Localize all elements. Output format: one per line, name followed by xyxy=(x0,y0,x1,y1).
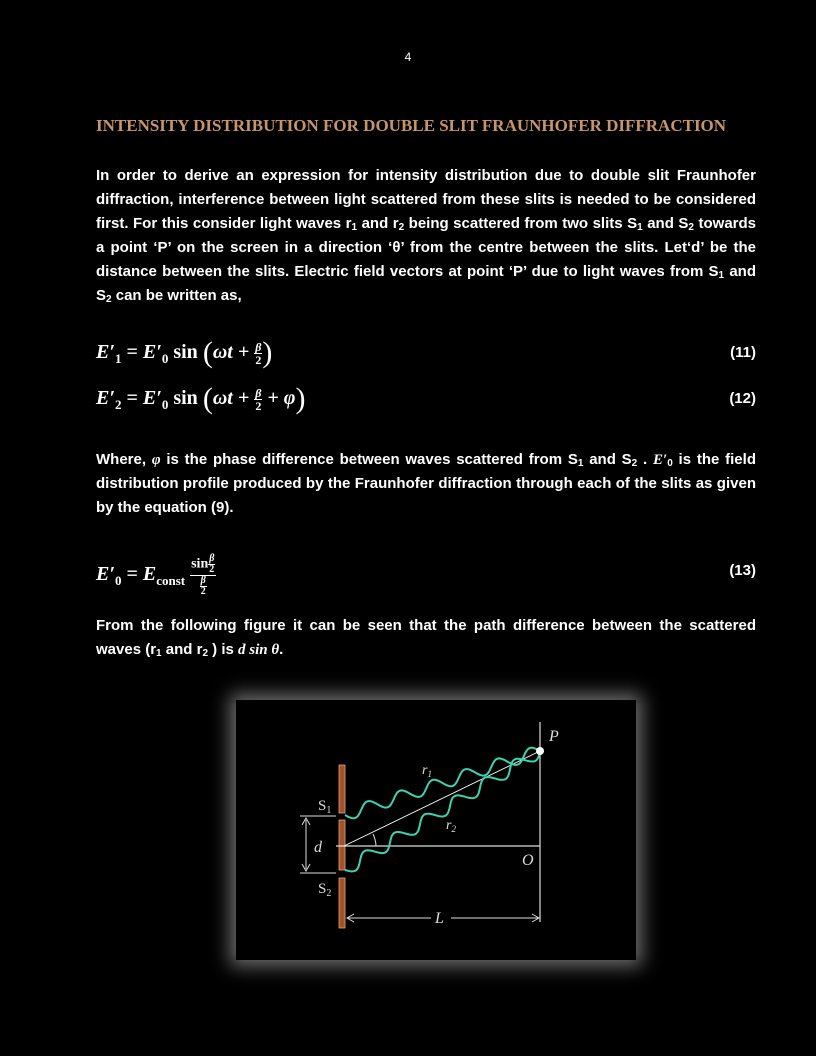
eq-paren: ( xyxy=(202,336,213,369)
equation-number: (11) xyxy=(730,344,756,361)
frac-num xyxy=(190,554,216,576)
eq-sin: sin xyxy=(168,387,203,409)
label-d: d xyxy=(314,839,322,856)
double-slit-figure xyxy=(236,700,636,960)
double-slit-diagram xyxy=(236,700,636,960)
text-run: is the field distribution profile produced by the Fraunhofer diffraction through each of the slits as given by the equation (9). xyxy=(96,451,756,516)
subscript: 2 xyxy=(202,648,209,659)
eq-e0: E′ xyxy=(142,387,162,409)
subscript: 1 xyxy=(718,270,725,281)
text-run: can be written as, xyxy=(111,287,242,304)
frac-den: 2 xyxy=(255,352,262,367)
eq-e0: E′ xyxy=(142,341,162,363)
label-o: O xyxy=(522,852,534,869)
eq-subscript: 1 xyxy=(114,351,122,366)
eq-paren: ( xyxy=(202,382,213,415)
point-p xyxy=(536,747,544,755)
eq-tail: + φ xyxy=(262,387,296,409)
subscript: 2 xyxy=(631,458,638,469)
equation-number: (12) xyxy=(729,390,756,407)
eq-subscript: 2 xyxy=(114,397,122,412)
eq-equals: = xyxy=(121,341,143,363)
eq-equals: = xyxy=(121,563,143,586)
eq-omega-t: ωt + xyxy=(212,341,255,363)
intro-paragraph xyxy=(96,164,756,308)
label-s2: $S_2$ xyxy=(318,881,332,899)
math-symbol: φ xyxy=(151,452,161,468)
text-run: . xyxy=(279,641,284,658)
eq-lhs: E′ xyxy=(96,341,115,363)
text-run: being scattered from two slits S xyxy=(404,215,638,232)
label-l: L xyxy=(435,910,444,927)
equation-11 xyxy=(96,336,756,372)
frac-sin: sin xyxy=(191,556,209,572)
slit-barrier-middle xyxy=(339,820,345,870)
text-run: and S xyxy=(96,263,756,304)
slit-barrier-bottom xyxy=(339,878,345,928)
subscript: 1 xyxy=(351,222,358,233)
eq-subscript: const xyxy=(156,573,186,589)
subscript: 2 xyxy=(688,222,694,233)
wave-r1 xyxy=(345,748,540,819)
subscript: 1 xyxy=(156,648,162,659)
subscript: 0 xyxy=(667,458,673,469)
equation-13 xyxy=(96,548,756,598)
frac-num: β xyxy=(200,575,206,586)
text-run: From the following figure it can be seen that the path difference between the scattered waves (r xyxy=(96,617,756,658)
eq-paren: ) xyxy=(262,336,273,369)
wave-r2 xyxy=(345,751,540,871)
frac-num: β xyxy=(209,553,215,564)
eq-subscript: 0 xyxy=(114,573,122,589)
eq-lhs: E′ xyxy=(96,387,115,409)
math-symbol: E′ xyxy=(652,452,668,468)
page-number: 4 xyxy=(404,50,412,64)
text-run: and S xyxy=(642,215,689,232)
text-run: Where, xyxy=(96,451,152,468)
equation-number: (13) xyxy=(729,562,756,579)
frac-den: 2 xyxy=(209,564,215,575)
text-run: is the phase difference between waves scattered from S xyxy=(160,451,578,468)
label-p: P xyxy=(549,728,559,745)
text-run: and r xyxy=(357,215,399,232)
text-run: In order to derive an expression for intensity distribution due to double slit Fraunhofer diffraction, interference between light scattered from these slits is needed to be considered first. For this consider light waves r xyxy=(96,167,756,232)
subscript: 1 xyxy=(637,222,643,233)
label-r2: $r_2$ xyxy=(446,818,456,834)
frac-num: β xyxy=(255,339,262,354)
subscript: 1 xyxy=(577,458,584,469)
theta-arc xyxy=(373,834,376,846)
section-title: INTENSITY DISTRIBUTION FOR DOUBLE SLIT FRAUNHOFER DIFFRACTION xyxy=(96,116,727,135)
frac-den xyxy=(190,576,216,597)
eq-sin: sin xyxy=(168,341,203,363)
text-run: ) is xyxy=(208,641,239,658)
eq-equals: = xyxy=(121,387,143,409)
label-r1: $r_1$ xyxy=(422,763,432,779)
frac-num: β xyxy=(255,385,262,400)
eq-big-fraction xyxy=(190,554,216,597)
text-run: . xyxy=(637,451,653,468)
frac-den: 2 xyxy=(200,586,206,597)
subscript: 2 xyxy=(106,294,112,305)
eq-lhs: E′ xyxy=(96,563,115,586)
subscript: 2 xyxy=(398,222,405,233)
eq-e-const: E xyxy=(142,563,157,586)
slit-barrier-top xyxy=(339,765,345,813)
eq-omega-t: ωt + xyxy=(212,387,255,409)
eq-subscript: 0 xyxy=(161,351,169,366)
eq-paren: ) xyxy=(295,382,306,415)
math-symbol: d sin θ xyxy=(238,642,280,658)
where-paragraph xyxy=(96,448,756,520)
eq-subscript: 0 xyxy=(161,397,169,412)
text-run: towards a point ‘P’ on the screen in a direction ‘θ’ from the centre between the slits. Let‘d’ be the distance between the slits. Electric field vectors at point ‘P’ due to light waves from S xyxy=(96,215,757,280)
text-run: and r xyxy=(161,641,203,658)
text-run: and S xyxy=(583,451,632,468)
frac-den: 2 xyxy=(255,398,262,413)
path-difference-paragraph xyxy=(96,614,756,662)
label-s1: $S_1$ xyxy=(318,798,332,816)
equation-12 xyxy=(96,382,756,418)
